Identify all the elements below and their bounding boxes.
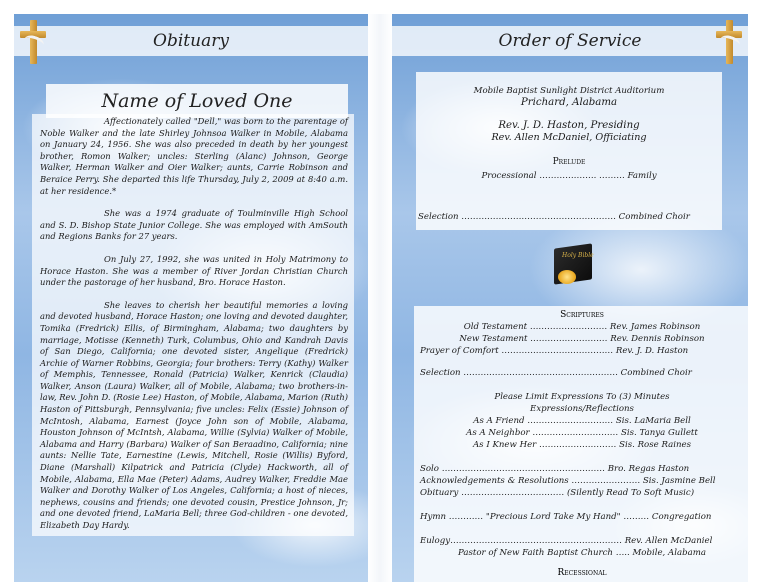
order-of-service-header: Order of Service — [392, 26, 748, 56]
obituary-line: Obituary ……………………………… (Silently Read To Soft Music) — [420, 488, 695, 498]
bible-icon — [552, 246, 596, 290]
venue-city: Prichard, Alabama — [520, 97, 618, 108]
as-a-friend-line: As A Friend ………………………… Sis. LaMaria Bell — [473, 416, 691, 426]
scriptures-title: Scriptures — [560, 310, 604, 320]
selection-line: Selection ……………………………………………… Combined Choir — [418, 212, 690, 222]
old-testament-line: Old Testament ……………………… Rev. James Robinson — [463, 322, 701, 332]
expressions-title: Expressions/Reflections — [530, 404, 634, 414]
venue-name: Mobile Baptist Sunlight District Auditorium — [473, 86, 665, 96]
prelude-title: Prelude — [552, 157, 586, 167]
obituary-paragraph: Affectionately called "Dell," was born to the parentage of Noble Walker and the late Shirley Johnsoa Walker in Mobile, Alabama on January 24, 1956. She was also preceded in death by her youngest brother, Romon Walker; uncles: Sterling (Alanc) Johnson, George Walker, Herman Walker and Oier Walker; aunts, Carrie Robinson and Beraice Perry. She departed this life Thursday, July 2, 2009 at 8:40 a.m. at her residence.* — [40, 116, 348, 196]
prayer-line: Prayer of Comfort ………………………………… Rev. J. D. Haston — [420, 346, 689, 356]
cross-icon — [714, 20, 744, 64]
pastor-line: Pastor of New Faith Baptist Church ….. Mobile, Alabama — [457, 548, 706, 558]
acknowledgements-line: Acknowledgements & Resolutions …………………… Sis. Jasmine Bell — [420, 476, 716, 486]
selection-line: Selection ……………………………………………… Combined Choir — [420, 368, 692, 378]
obituary-paragraph: On July 27, 1992, she was united in Holy Matrimony to Horace Haston. She was a member of River Jordan Christian Church under the pastorage of her husband, Bro. Horace Haston. — [40, 253, 348, 288]
obituary-text — [32, 114, 354, 536]
eulogy-line: Eulogy…………………………………………………… Rev. Allen McDaniel — [420, 536, 713, 546]
as-i-knew-her-line: As I Knew Her ……………………… Sis. Rose Raines — [472, 440, 692, 450]
presiding-officiant: Rev. J. D. Haston, Presiding — [498, 120, 640, 131]
recessional-title: Recessional — [557, 568, 607, 578]
new-testament-line: New Testament ……………………… Rev. Dennis Robinson — [459, 334, 705, 344]
loved-one-name-title: Name of Loved One — [46, 84, 348, 118]
officiating-officiant: Rev. Allen McDaniel, Officiating — [491, 132, 647, 143]
hymn-line: Hymn ………… "Precious Lord Take My Hand" ……… Congregation — [420, 512, 712, 522]
solo-line: Solo ………………………………………………… Bro. Regas Haston — [420, 464, 690, 474]
obituary-paragraph: She leaves to cherish her beautiful memories a loving and devoted husband, Horace Haston; one loving and devoted daughter, Tomika (Fredrick) Ellis, of Birmingham, Alabama; two daughters by marriage, Motisse (Kenneth) Turk, Columbus, Ohio and Kandrah Davis of San Diego, California; one devoted sister, Angelique (Fredrick) Archie of Warner Robbins, Georgia; four brothers: Terry (Kathy) Walker of Memphis, Tennessee, Ronald (Patricia) Walker, Kenrick (Claudia) Walker, Anson (Laura) Walker, all of Mobile, Alabama; two brothers-in-law, Rev. John D. (Rosie Lee) Haston, of Mobile, Alabama, Marion (Ruth) Haston of Pittsburgh, Pennsylvania; five uncles: Felix (Essie) Johnson of McIntosh, Alabama, Earnest (Joyce John son of Mobile, Alabama, Houston Johnson of McIntsh, Alabama, Willie (Sylvia) Walker of Mobile, Alabama and Harry (Barbara) Walker of San Beraadino, California; nine aunts: Nellie Tate, Earnestine (Lewis, Mitchell, Rosie (Willis) Byford, Diane (Marshall) Kilpatrick and Patricia (Clyde) Hackworth, all of Mobile, Alabama, Ella Mae (Peter) Adams, Audrey Walker, Freddie Mae Walker and Dorothy Walker of Los Angeles, California; a host of nieces, nephews, cousins and friends; one devoted cousin, Prestice Johnson, Jr; and one devoted friend, LaMaria Bell; three God-children - one devoted, Elizabeth Day Hardy. — [40, 299, 348, 530]
venue-box — [416, 72, 722, 230]
center-fold — [368, 14, 392, 582]
program-box — [414, 306, 748, 582]
cross-icon — [18, 20, 48, 64]
obituary-paragraph: She was a 1974 graduate of Toulminville High School and S. D. Bishop State Junior College. She was employed with AmSouth and Regions Banks for 27 years. — [40, 208, 348, 242]
bible-title: Holy Bible — [562, 252, 594, 259]
processional-line: Processional ……………….. ……… Family — [481, 171, 657, 181]
limit-expressions-line: Please Limit Expressions To (3) Minutes — [494, 392, 670, 402]
order-of-service-page — [392, 14, 748, 582]
as-a-neighbor-line: As A Neighbor ………………………… Sis. Tanya Gullett — [466, 428, 698, 438]
obituary-header: Obituary — [14, 26, 368, 56]
obituary-page — [14, 14, 368, 582]
